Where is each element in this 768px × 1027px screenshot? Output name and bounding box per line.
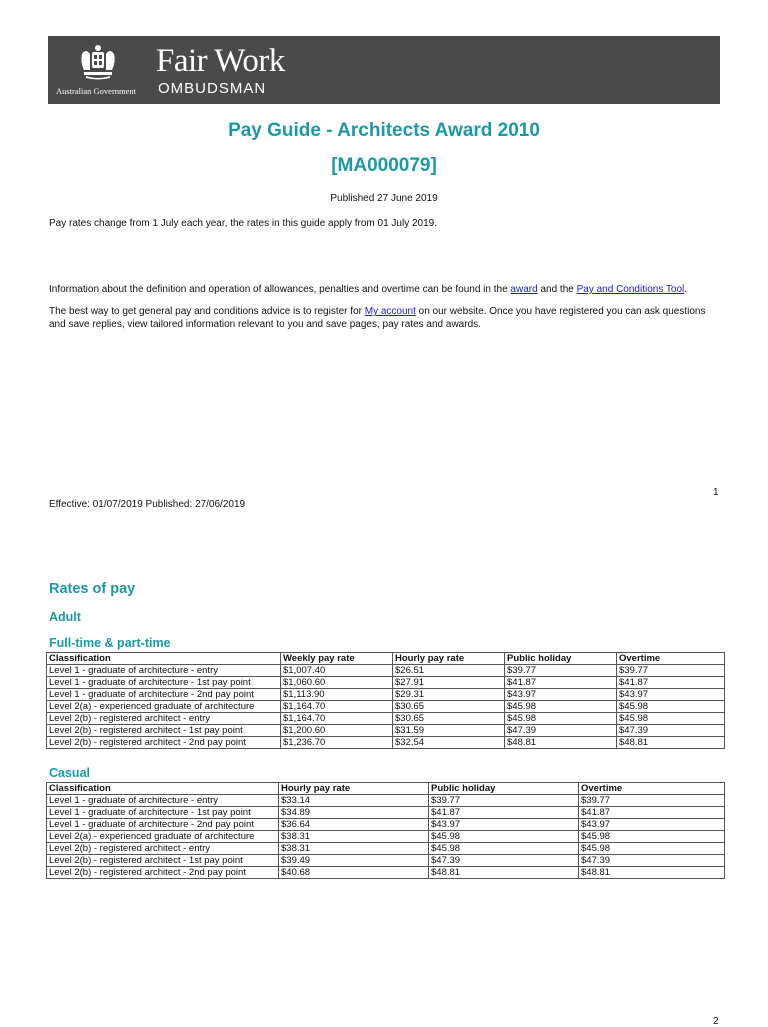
table-row (47, 867, 725, 879)
table-cell: $41.87 (579, 807, 725, 819)
table-cell: $47.39 (429, 855, 579, 867)
table-row (47, 831, 725, 843)
table-cell: $45.98 (505, 713, 617, 725)
effective-footer: Effective: 01/07/2019 Published: 27/06/2019 (49, 499, 246, 510)
table-cell: $48.81 (505, 737, 617, 749)
table-cell: $1,164.70 (281, 701, 393, 713)
table-cell: $39.77 (617, 665, 725, 677)
table-cell: $45.98 (579, 843, 725, 855)
advice-text-before: The best way to get general pay and conditions advice is to register for (49, 306, 365, 317)
award-link[interactable]: award (510, 284, 538, 295)
table-row (47, 737, 725, 749)
ombudsman-logo-text: OMBUDSMAN (158, 80, 267, 97)
table-cell: $47.39 (505, 725, 617, 737)
table-cell: Level 2(b) - registered architect - 1st pay point (47, 725, 281, 737)
table-row (47, 713, 725, 725)
table-cell: $1,060.60 (281, 677, 393, 689)
adult-heading: Adult (49, 610, 81, 624)
table-cell: $36.64 (279, 819, 429, 831)
table-cell: $39.77 (429, 795, 579, 807)
table-cell: $26.51 (393, 665, 505, 677)
info-paragraph (49, 283, 719, 296)
column-header: Overtime (617, 653, 725, 665)
table-header-row (47, 653, 725, 665)
award-code: [MA000079] (331, 155, 437, 176)
table-cell: $38.31 (279, 843, 429, 855)
table-cell: Level 2(b) - registered architect - 2nd pay point (47, 737, 281, 749)
table-cell: $1,164.70 (281, 713, 393, 725)
table-cell: $34.89 (279, 807, 429, 819)
table-cell: $1,113.90 (281, 689, 393, 701)
info-text-middle: and the (537, 284, 577, 295)
column-header: Classification (47, 783, 279, 795)
fair-work-logo-text: Fair Work (156, 43, 285, 79)
table-cell: Level 2(a) - experienced graduate of architecture (47, 701, 281, 713)
column-header: Public holiday (429, 783, 579, 795)
table-cell: $45.98 (505, 701, 617, 713)
table-row (47, 689, 725, 701)
advice-text-after: on our website. Once you have registered you can ask questions and save replies, view tailored information relevant to you and save pages, pay rates and awards. (49, 306, 706, 330)
page-title: Pay Guide - Architects Award 2010 (228, 120, 540, 141)
fulltime-rates-table (46, 652, 725, 749)
column-header: Weekly pay rate (281, 653, 393, 665)
table-row (47, 819, 725, 831)
table-cell: $27.91 (393, 677, 505, 689)
table-row (47, 725, 725, 737)
table-cell: $29.31 (393, 689, 505, 701)
table-row (47, 855, 725, 867)
table-cell: $43.97 (617, 689, 725, 701)
table-cell: Level 1 - graduate of architecture - 1st pay point (47, 677, 281, 689)
table-cell: $43.97 (579, 819, 725, 831)
page-number: 2 (713, 1016, 719, 1027)
rates-of-pay-heading: Rates of pay (49, 581, 136, 597)
fair-work-header-banner (48, 36, 720, 104)
table-cell: Level 2(b) - registered architect - 1st pay point (47, 855, 279, 867)
published-date: Published 27 June 2019 (330, 193, 438, 204)
australian-government-label: Australian Government (56, 86, 137, 96)
table-cell: $41.87 (429, 807, 579, 819)
column-header: Hourly pay rate (393, 653, 505, 665)
table-cell: Level 2(a) - experienced graduate of architecture (47, 831, 279, 843)
table-cell: $32.54 (393, 737, 505, 749)
table-row (47, 807, 725, 819)
table-cell: $39.49 (279, 855, 429, 867)
table-cell: $33.14 (279, 795, 429, 807)
column-header: Hourly pay rate (279, 783, 429, 795)
table-cell: Level 1 - graduate of architecture - entry (47, 795, 279, 807)
info-text-after: . (684, 284, 688, 295)
column-header: Public holiday (505, 653, 617, 665)
table-cell: Level 1 - graduate of architecture - entry (47, 665, 281, 677)
table-cell: $39.77 (505, 665, 617, 677)
table-cell: $41.87 (617, 677, 725, 689)
casual-rates-table (46, 782, 725, 879)
table-cell: $38.31 (279, 831, 429, 843)
info-text-before: Information about the definition and operation of allowances, penalties and overtime can be found in the (49, 284, 511, 295)
table-cell: $45.98 (579, 831, 725, 843)
table-cell: $47.39 (617, 725, 725, 737)
table-cell: $1,200.60 (281, 725, 393, 737)
table-header-row (47, 783, 725, 795)
pay-conditions-tool-link[interactable]: Pay and Conditions Tool (576, 284, 685, 295)
table-cell: Level 1 - graduate of architecture - 2nd pay point (47, 689, 281, 701)
table-cell: Level 1 - graduate of architecture - 1st pay point (47, 807, 279, 819)
table-cell: $45.98 (429, 831, 579, 843)
table-cell: $48.81 (429, 867, 579, 879)
table-cell: Level 2(b) - registered architect - entry (47, 713, 281, 725)
fulltime-heading: Full-time & part-time (49, 636, 171, 650)
table-cell: $47.39 (579, 855, 725, 867)
table-row (47, 701, 725, 713)
table-cell: $45.98 (429, 843, 579, 855)
table-cell: $45.98 (617, 701, 725, 713)
table-cell: Level 2(b) - registered architect - 2nd pay point (47, 867, 279, 879)
table-cell: $48.81 (579, 867, 725, 879)
table-cell: $30.65 (393, 713, 505, 725)
table-row (47, 843, 725, 855)
table-cell: Level 2(b) - registered architect - entry (47, 843, 279, 855)
table-cell: $48.81 (617, 737, 725, 749)
table-cell: $45.98 (617, 713, 725, 725)
page-number: 1 (713, 487, 719, 498)
table-row (47, 665, 725, 677)
table-cell: $40.68 (279, 867, 429, 879)
advice-paragraph (49, 305, 719, 331)
table-cell: $43.97 (429, 819, 579, 831)
table-cell: $39.77 (579, 795, 725, 807)
table-cell: Level 1 - graduate of architecture - 2nd pay point (47, 819, 279, 831)
table-cell: $43.97 (505, 689, 617, 701)
coat-of-arms-icon (78, 44, 118, 80)
table-cell: $1,007.40 (281, 665, 393, 677)
table-cell: $31.59 (393, 725, 505, 737)
table-cell: $1,236.70 (281, 737, 393, 749)
table-cell: $41.87 (505, 677, 617, 689)
column-header: Classification (47, 653, 281, 665)
table-row (47, 677, 725, 689)
casual-heading: Casual (49, 766, 90, 780)
intro-paragraph: Pay rates change from 1 July each year, the rates in this guide apply from 01 July 2019. (49, 218, 437, 229)
my-account-link[interactable]: My account (364, 306, 416, 317)
table-row (47, 795, 725, 807)
column-header: Overtime (579, 783, 725, 795)
table-cell: $30.65 (393, 701, 505, 713)
